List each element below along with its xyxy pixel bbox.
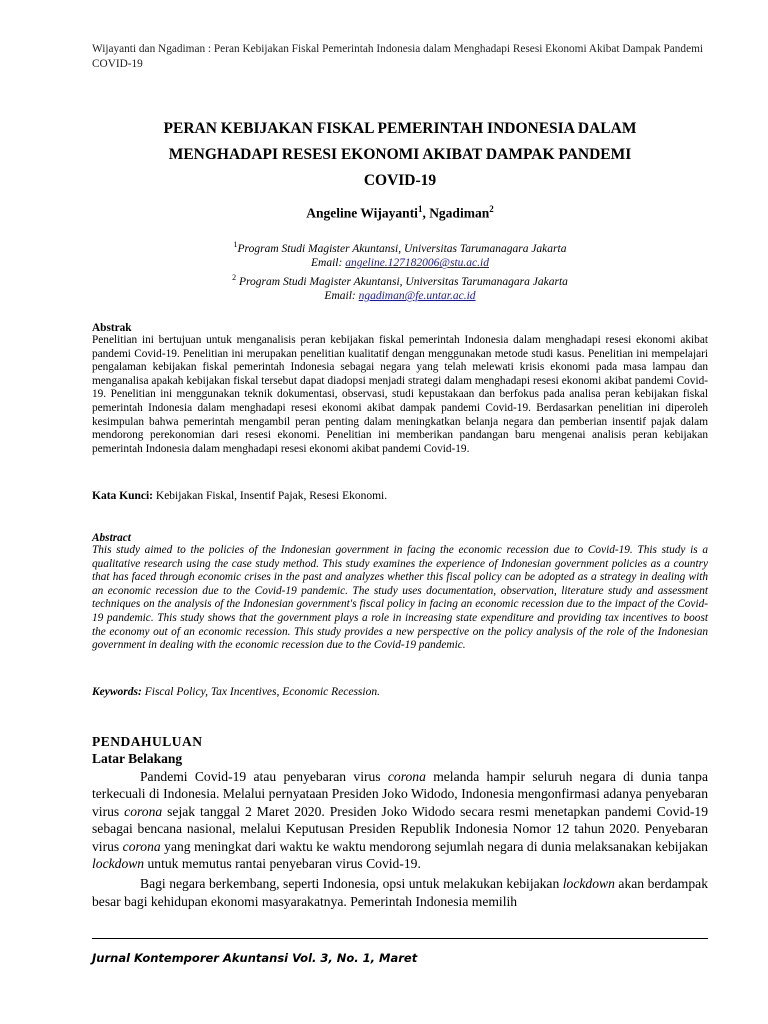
paragraph [92, 768, 708, 872]
affiliation-mark: 2 [232, 272, 237, 282]
abstrak-heading: Abstrak [92, 322, 132, 334]
abstract-heading: Abstract [92, 532, 131, 544]
email-label: Email: [324, 290, 359, 303]
affiliation-text: Program Studi Magister Akuntansi, Universitas Tarumanagara Jakarta [236, 275, 568, 288]
subsection-heading: Latar Belakang [92, 751, 183, 766]
email-link[interactable]: ngadiman@fe.untar.ac.id [358, 290, 476, 303]
kata-kunci-value: Kebijakan Fiskal, Insentif Pajak, Resesi Ekonomi. [153, 490, 388, 502]
affiliation-2-email [92, 289, 708, 304]
abstract-section [92, 532, 708, 653]
text-run: melanda hampir seluruh negara di dunia tanpa terkecuali di Indonesia. Melalui pernyataan Presiden Joko Widodo, Indonesia mengonfirmasi adanya penyebaran virus [92, 769, 708, 819]
abstract-text: This study aimed to the policies of the Indonesian government in facing the economic recession due to Covid-19. This study is a qualitative research using the case study method. This study examines the experience of Indonesian government policies as a country that has faced through economic crises in the past and analyzes whether this fiscal policy can be adopted as a strategy in dealing with an economic recession due to the Covid-19 pandemic. The study uses documentation, observation, literature study and assessment techniques on the analysis of the Indonesian government's fiscal policy in facing an economic recession due to the impact of the Covid-19 pandemic. This study shows that the government plays a role in increasing state expenditure and providing tax incentives to boost the economy out of an economic recession. This study provides a new perspective on the policy analysis of the role of the Indonesian government in dealing with the economic recession due to the Covid-19 pandemic. [92, 544, 708, 652]
affiliation-text: Program Studi Magister Akuntansi, Universitas Tarumanagara Jakarta [237, 242, 567, 255]
abstrak-text: Penelitian ini bertujuan untuk menganalisis peran kebijakan fiskal pemerintah Indonesia dalam menghadapi resesi ekonomi akibat pandemi Covid-19. Penelitian ini merupakan penelitian kualitatif dengan menggunakan metode studi kasus. Penelitian ini mempelajari pengalaman kebijakan fiskal pemerintah Indonesia sebagai negara yang telah melewati krisis ekonomi pada masa lampau dan menganalisa apakah kebijakan fiskal tersebut dapat diadopsi menjadi strategi dalam menghadapi resesi ekonomi akibat pandemi Covid-19. Penelitian ini menggunakan teknik dokumentasi, observasi, studi kepustakaan dan berfokus pada analisa peran kebijakan fiskal pemerintah Indonesia dalam menghadapi resesi ekonomi akibat dampak pandemi Covid-19. Berdasarkan penelitian ini diperoleh kesimpulan bahwa pemerintah mengambil peran penting dalam meningkatkan belanja negara dan pemberian insentif pajak dalam mendorong perekonomian dari resesi ekonomi. Penelitian ini memberikan pandangan baru mengenai analisis peran kebijakan pemerintah Indonesia dalam menghadapi resesi ekonomi akibat pandemi Covid-19. [92, 334, 708, 455]
section-heading: PENDAHULUAN [92, 734, 203, 749]
paragraph [92, 875, 708, 910]
title-line: COVID-19 [363, 172, 437, 189]
affiliation-mark: 1 [233, 240, 238, 249]
text-run-italic: corona [122, 838, 161, 854]
author-name: Ngadiman [429, 205, 490, 221]
affiliations [92, 238, 708, 304]
email-link[interactable]: angeline.127182006@stu.ac.id [345, 257, 489, 270]
text-run: akan berdampak besar bagi kehidupan ekonomi masyarakatnya. Pemerintah Indonesia memilih [92, 876, 708, 909]
author-list [92, 204, 708, 222]
author-affiliation-mark: 2 [489, 204, 494, 214]
title-line: PERAN KEBIJAKAN FISKAL PEMERINTAH INDONESIA DALAM [163, 120, 637, 137]
text-run: untuk memutus rantai penyebaran virus Covid-19. [144, 856, 421, 872]
affiliation-1 [92, 238, 708, 256]
text-run-italic: corona [124, 803, 163, 819]
title-line: MENGHADAPI RESESI EKONOMI AKIBAT DAMPAK PANDEMI [168, 146, 632, 163]
keywords-label: Keywords: [92, 686, 142, 698]
text-run: sejak tanggal 2 Maret 2020. Presiden Joko Widodo secara resmi menetapkan pandemi Covid-19 sebagai bencana nasional, melalui Keputusan Presiden Republik Indonesia Nomor 12 tahun 2020. Penyebaran virus [92, 803, 708, 854]
running-header: Wijayanti dan Ngadiman : Peran Kebijakan Fiskal Pemerintah Indonesia dalam Menghadapi Resesi Ekonomi Akibat Dampak Pandemi COVID-19 [92, 43, 704, 70]
body-text [92, 768, 708, 910]
text-run: Bagi negara berkembang, seperti Indonesia, opsi untuk melakukan kebijakan [140, 876, 563, 892]
kata-kunci-label: Kata Kunci: [92, 490, 154, 502]
keywords [92, 686, 708, 698]
kata-kunci [92, 490, 708, 502]
author-separator: , [422, 205, 430, 221]
email-label: Email: [311, 257, 346, 270]
paper-title [92, 116, 708, 194]
text-run: Pandemi Covid-19 atau penyebaran virus [140, 769, 388, 784]
keywords-value: Fiscal Policy, Tax Incentives, Economic Recession. [141, 686, 380, 698]
affiliation-1-email [92, 256, 708, 271]
text-run-italic: lockdown [92, 856, 145, 872]
footer-divider [92, 938, 708, 939]
affiliation-2 [92, 271, 708, 289]
author-affiliation-mark: 1 [417, 204, 423, 214]
journal-footer: Jurnal Kontemporer Akuntansi Vol. 3, No. 1, Maret [92, 951, 418, 965]
text-run-italic: lockdown [562, 876, 615, 892]
text-run-italic: corona [387, 769, 426, 784]
author-name: Angeline Wijayanti [306, 205, 418, 221]
abstrak-section [92, 322, 708, 456]
text-run: yang meningkat dari waktu ke waktu mendorong sejumlah negara di dunia melaksanakan kebijakan [160, 838, 708, 854]
